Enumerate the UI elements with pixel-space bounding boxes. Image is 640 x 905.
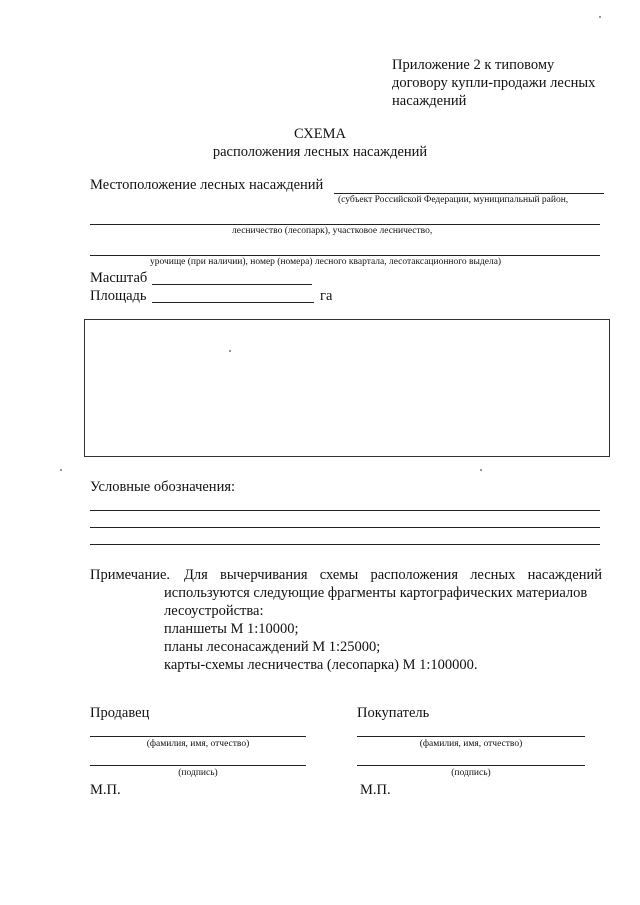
buyer-signature-hint: (подпись) — [451, 768, 491, 778]
appendix-note: Приложение 2 к типовому договору купли-продажи лесных насаждений — [392, 57, 596, 109]
note-label: Примечание. — [90, 567, 171, 583]
location-hint-region: (субъект Российской Федерации, муниципальный район, — [338, 195, 569, 205]
scan-speck — [599, 16, 601, 18]
document-title: СХЕМА — [294, 126, 346, 142]
scan-speck — [60, 469, 62, 471]
area-unit: га — [320, 288, 333, 304]
location-line-2[interactable] — [90, 224, 600, 225]
area-label: Площадь — [90, 288, 147, 304]
buyer-signature-line[interactable] — [357, 765, 585, 766]
location-line-3[interactable] — [90, 255, 600, 256]
note-line-4: планы лесонасаждений М 1:25000; — [164, 639, 381, 655]
seller-signature-line[interactable] — [90, 765, 306, 766]
buyer-stamp-label: М.П. — [360, 782, 391, 798]
location-label: Местоположение лесных насаждений — [90, 177, 324, 193]
legend-line-3[interactable] — [90, 544, 600, 545]
buyer-name-line[interactable] — [357, 736, 585, 737]
location-hint-forestry: лесничество (лесопарк), участковое лесничество, — [232, 226, 433, 236]
buyer-label: Покупатель — [357, 705, 430, 721]
scan-speck — [229, 350, 231, 352]
scan-speck — [480, 469, 482, 471]
seller-name-line[interactable] — [90, 736, 306, 737]
document-subtitle: расположения лесных насаждений — [212, 144, 428, 160]
location-line-1[interactable] — [334, 193, 604, 194]
note-line-1: используются следующие фрагменты картографических материалов — [164, 585, 588, 601]
scale-label: Масштаб — [90, 270, 148, 286]
scale-field-line[interactable] — [152, 284, 312, 285]
area-field-line[interactable] — [152, 302, 314, 303]
seller-label: Продавец — [90, 705, 150, 721]
legend-label: Условные обозначения: — [90, 479, 236, 495]
note-line-2: лесоустройства: — [164, 603, 264, 619]
buyer-name-hint: (фамилия, имя, отчество) — [419, 739, 523, 749]
legend-line-2[interactable] — [90, 527, 600, 528]
scheme-drawing-box[interactable] — [84, 319, 610, 457]
seller-signature-hint: (подпись) — [178, 768, 218, 778]
note-line-5: карты-схемы лесничества (лесопарка) М 1:100000. — [164, 657, 478, 673]
note-line-3: планшеты М 1:10000; — [164, 621, 299, 637]
note-line-0: Для вычерчивания схемы расположения лесных насаждений — [184, 567, 602, 583]
seller-stamp-label: М.П. — [90, 782, 121, 798]
seller-name-hint: (фамилия, имя, отчество) — [146, 739, 250, 749]
location-hint-tract: урочище (при наличии), номер (номера) лесного квартала, лесотаксационного выдела) — [150, 257, 502, 267]
legend-line-1[interactable] — [90, 510, 600, 511]
